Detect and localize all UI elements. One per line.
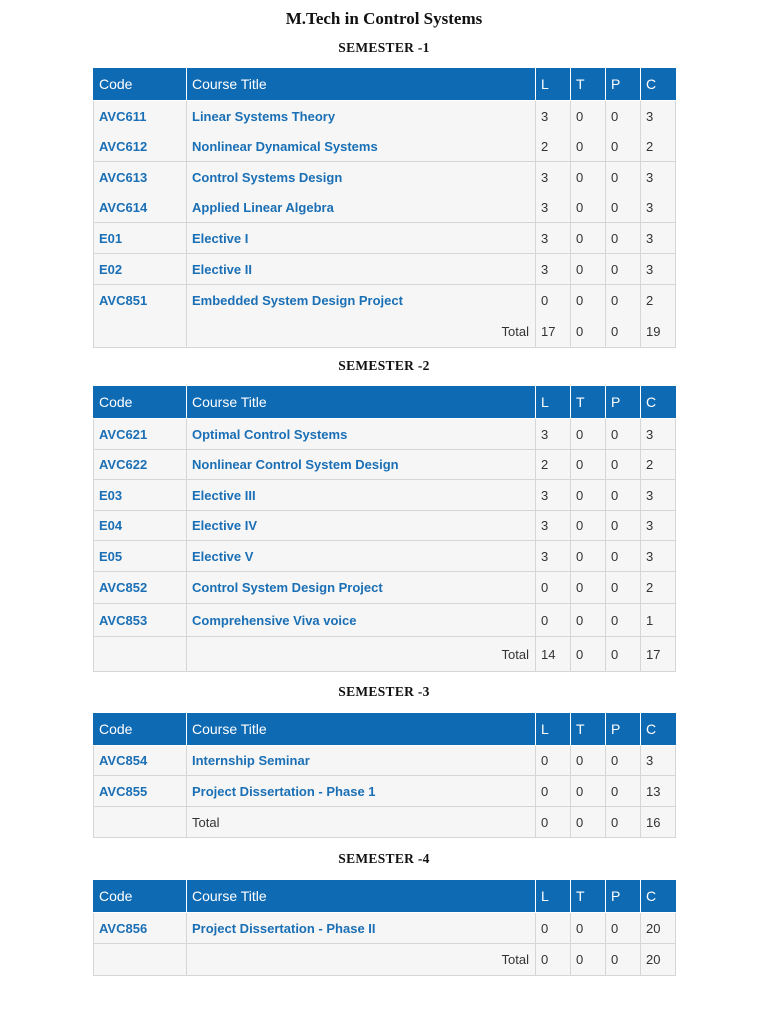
lecture-hours: 3 — [536, 101, 571, 132]
semester-2-heading: SEMESTER -2 — [338, 358, 430, 373]
table-row — [94, 223, 676, 254]
practical-hours: 0 — [606, 604, 641, 637]
practical-hours: 0 — [606, 511, 641, 541]
header-code: Code — [94, 880, 187, 913]
credits: 2 — [641, 450, 676, 480]
credits: 3 — [641, 541, 676, 572]
practical-hours: 0 — [606, 450, 641, 480]
table-row — [94, 132, 676, 162]
tutorial-hours: 0 — [571, 132, 606, 162]
header-code: Code — [94, 68, 187, 101]
total-credits: 19 — [641, 316, 676, 348]
course-title-link[interactable]: Elective V — [187, 541, 536, 572]
course-code-link[interactable]: E04 — [94, 511, 187, 541]
total-lecture-hours: 0 — [536, 807, 571, 838]
table-row — [94, 511, 676, 541]
credits: 20 — [641, 913, 676, 944]
lecture-hours: 3 — [536, 480, 571, 511]
course-title-link[interactable]: Elective I — [187, 223, 536, 254]
table-header-row — [94, 713, 676, 746]
credits: 2 — [641, 132, 676, 162]
lecture-hours: 3 — [536, 511, 571, 541]
credits: 3 — [641, 746, 676, 776]
course-title-link[interactable]: Embedded System Design Project — [187, 285, 536, 316]
total-row — [94, 944, 676, 976]
header-l: L — [536, 386, 571, 419]
course-title-link[interactable]: Optimal Control Systems — [187, 419, 536, 450]
table-row — [94, 254, 676, 285]
lecture-hours: 3 — [536, 162, 571, 193]
credits: 3 — [641, 193, 676, 223]
practical-hours: 0 — [606, 746, 641, 776]
credits: 3 — [641, 162, 676, 193]
table-row — [94, 419, 676, 450]
tutorial-hours: 0 — [571, 419, 606, 450]
table-row — [94, 193, 676, 223]
total-label: Total — [187, 637, 536, 672]
course-title-link[interactable]: Project Dissertation - Phase II — [187, 913, 536, 944]
header-p: P — [606, 880, 641, 913]
semester-1-table — [93, 68, 676, 348]
table-row — [94, 913, 676, 944]
header-p: P — [606, 68, 641, 101]
practical-hours: 0 — [606, 285, 641, 316]
tutorial-hours: 0 — [571, 254, 606, 285]
table-header-row — [94, 880, 676, 913]
semester-2-table — [93, 386, 676, 672]
credits: 13 — [641, 776, 676, 807]
table-row — [94, 450, 676, 480]
table-row — [94, 604, 676, 637]
page-title: M.Tech in Control Systems — [285, 9, 483, 28]
header-l: L — [536, 713, 571, 746]
course-code-link[interactable]: AVC852 — [94, 572, 187, 604]
header-t: T — [571, 68, 606, 101]
total-credits: 16 — [641, 807, 676, 838]
practical-hours: 0 — [606, 101, 641, 132]
lecture-hours: 0 — [536, 285, 571, 316]
total-tutorial-hours: 0 — [571, 316, 606, 348]
tutorial-hours: 0 — [571, 480, 606, 511]
header-c: C — [641, 386, 676, 419]
semester-4-heading: SEMESTER -4 — [338, 851, 430, 866]
tutorial-hours: 0 — [571, 746, 606, 776]
empty-cell — [94, 637, 187, 672]
tutorial-hours: 0 — [571, 776, 606, 807]
course-code-link[interactable]: AVC612 — [94, 132, 187, 162]
total-tutorial-hours: 0 — [571, 807, 606, 838]
empty-cell — [94, 316, 187, 348]
tutorial-hours: 0 — [571, 511, 606, 541]
header-t: T — [571, 880, 606, 913]
lecture-hours: 0 — [536, 572, 571, 604]
total-row — [94, 316, 676, 348]
header-course-title: Course Title — [187, 713, 536, 746]
course-title-link[interactable]: Comprehensive Viva voice — [187, 604, 536, 637]
tutorial-hours: 0 — [571, 541, 606, 572]
table-row — [94, 480, 676, 511]
header-l: L — [536, 880, 571, 913]
lecture-hours: 3 — [536, 419, 571, 450]
tutorial-hours: 0 — [571, 193, 606, 223]
practical-hours: 0 — [606, 254, 641, 285]
header-code: Code — [94, 713, 187, 746]
practical-hours: 0 — [606, 132, 641, 162]
table-header-row — [94, 68, 676, 101]
semester-4-table — [93, 880, 676, 976]
lecture-hours: 3 — [536, 541, 571, 572]
course-title-link[interactable]: Nonlinear Dynamical Systems — [187, 132, 536, 162]
header-l: L — [536, 68, 571, 101]
credits: 2 — [641, 285, 676, 316]
credits: 3 — [641, 511, 676, 541]
empty-cell — [94, 944, 187, 976]
tutorial-hours: 0 — [571, 450, 606, 480]
course-code-link[interactable]: AVC614 — [94, 193, 187, 223]
course-title-link[interactable]: Control System Design Project — [187, 572, 536, 604]
course-code-link[interactable]: E05 — [94, 541, 187, 572]
practical-hours: 0 — [606, 776, 641, 807]
credits: 3 — [641, 480, 676, 511]
total-row — [94, 637, 676, 672]
table-row — [94, 746, 676, 776]
header-c: C — [641, 68, 676, 101]
total-lecture-hours: 0 — [536, 944, 571, 976]
lecture-hours: 2 — [536, 132, 571, 162]
tutorial-hours: 0 — [571, 162, 606, 193]
lecture-hours: 0 — [536, 604, 571, 637]
course-title-link[interactable]: Elective III — [187, 480, 536, 511]
tutorial-hours: 0 — [571, 101, 606, 132]
practical-hours: 0 — [606, 193, 641, 223]
table-row — [94, 101, 676, 132]
table-row — [94, 572, 676, 604]
empty-cell — [94, 807, 187, 838]
semester-3-table — [93, 713, 676, 838]
table-row — [94, 776, 676, 807]
total-credits: 17 — [641, 637, 676, 672]
course-title-link[interactable]: Elective II — [187, 254, 536, 285]
header-course-title: Course Title — [187, 880, 536, 913]
course-title-link[interactable]: Elective IV — [187, 511, 536, 541]
lecture-hours: 0 — [536, 913, 571, 944]
course-code-link[interactable]: E01 — [94, 223, 187, 254]
table-header-row — [94, 386, 676, 419]
total-tutorial-hours: 0 — [571, 944, 606, 976]
lecture-hours: 2 — [536, 450, 571, 480]
course-title-link[interactable]: Internship Seminar — [187, 746, 536, 776]
lecture-hours: 0 — [536, 746, 571, 776]
course-code-link[interactable]: AVC611 — [94, 101, 187, 132]
course-code-link[interactable]: AVC854 — [94, 746, 187, 776]
credits: 3 — [641, 419, 676, 450]
header-c: C — [641, 713, 676, 746]
total-credits: 20 — [641, 944, 676, 976]
course-code-link[interactable]: AVC613 — [94, 162, 187, 193]
total-practical-hours: 0 — [606, 944, 641, 976]
total-practical-hours: 0 — [606, 807, 641, 838]
course-code-link[interactable]: E02 — [94, 254, 187, 285]
tutorial-hours: 0 — [571, 285, 606, 316]
lecture-hours: 3 — [536, 254, 571, 285]
credits: 2 — [641, 572, 676, 604]
credits: 3 — [641, 101, 676, 132]
course-code-link[interactable]: AVC622 — [94, 450, 187, 480]
tutorial-hours: 0 — [571, 572, 606, 604]
total-tutorial-hours: 0 — [571, 637, 606, 672]
total-label: Total — [187, 316, 536, 348]
tutorial-hours: 0 — [571, 913, 606, 944]
course-code-link[interactable]: E03 — [94, 480, 187, 511]
course-code-link[interactable]: AVC851 — [94, 285, 187, 316]
credits: 3 — [641, 254, 676, 285]
course-code-link[interactable]: AVC621 — [94, 419, 187, 450]
practical-hours: 0 — [606, 419, 641, 450]
total-label: Total — [187, 807, 536, 838]
practical-hours: 0 — [606, 480, 641, 511]
table-row — [94, 162, 676, 193]
header-code: Code — [94, 386, 187, 419]
total-label: Total — [187, 944, 536, 976]
practical-hours: 0 — [606, 162, 641, 193]
practical-hours: 0 — [606, 572, 641, 604]
tutorial-hours: 0 — [571, 223, 606, 254]
total-lecture-hours: 17 — [536, 316, 571, 348]
credits: 3 — [641, 223, 676, 254]
total-lecture-hours: 14 — [536, 637, 571, 672]
course-title-link[interactable]: Nonlinear Control System Design — [187, 450, 536, 480]
course-code-link[interactable]: AVC855 — [94, 776, 187, 807]
header-t: T — [571, 713, 606, 746]
total-practical-hours: 0 — [606, 637, 641, 672]
table-row — [94, 285, 676, 316]
course-title-link[interactable]: Project Dissertation - Phase 1 — [187, 776, 536, 807]
lecture-hours: 3 — [536, 193, 571, 223]
total-row — [94, 807, 676, 838]
lecture-hours: 0 — [536, 776, 571, 807]
tutorial-hours: 0 — [571, 604, 606, 637]
header-course-title: Course Title — [187, 68, 536, 101]
semester-3-heading: SEMESTER -3 — [338, 684, 430, 699]
course-title-link[interactable]: Linear Systems Theory — [187, 101, 536, 132]
lecture-hours: 3 — [536, 223, 571, 254]
course-title-link[interactable]: Applied Linear Algebra — [187, 193, 536, 223]
header-p: P — [606, 386, 641, 419]
header-p: P — [606, 713, 641, 746]
table-row — [94, 541, 676, 572]
course-code-link[interactable]: AVC856 — [94, 913, 187, 944]
course-title-link[interactable]: Control Systems Design — [187, 162, 536, 193]
header-c: C — [641, 880, 676, 913]
total-practical-hours: 0 — [606, 316, 641, 348]
header-t: T — [571, 386, 606, 419]
practical-hours: 0 — [606, 223, 641, 254]
semester-1-heading: SEMESTER -1 — [338, 40, 430, 55]
course-code-link[interactable]: AVC853 — [94, 604, 187, 637]
header-course-title: Course Title — [187, 386, 536, 419]
practical-hours: 0 — [606, 541, 641, 572]
credits: 1 — [641, 604, 676, 637]
practical-hours: 0 — [606, 913, 641, 944]
